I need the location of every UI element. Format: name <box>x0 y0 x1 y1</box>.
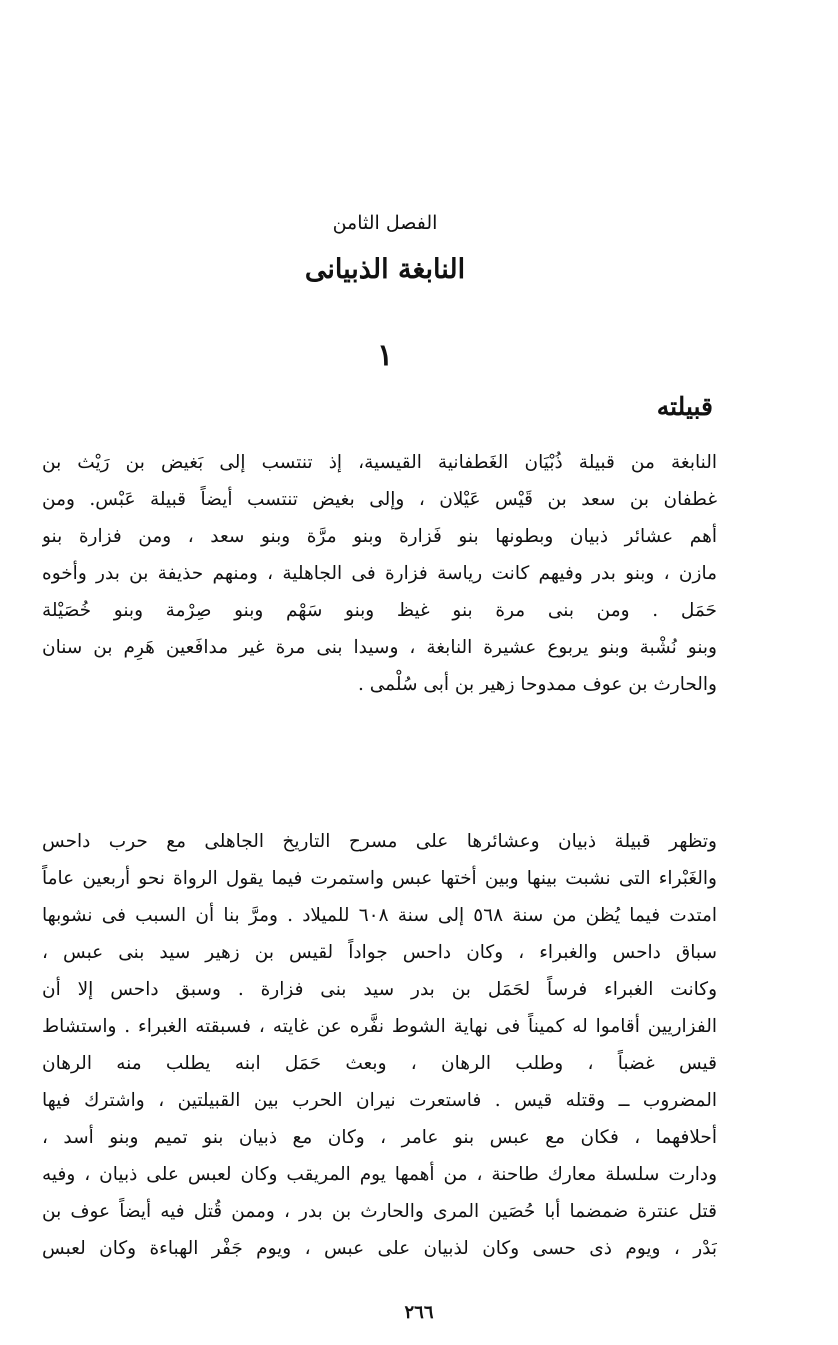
section-heading: قبيلته <box>656 392 713 421</box>
text-line: سباق داحس والغبراء ، وكان داحس جواداً لقيس بن زهير سيد بنى عبس ، <box>42 942 717 963</box>
text-line: قيس غضباً ، وطلب الرهان ، وبعث حَمَل ابنه يطلب منه الرهان <box>42 1053 717 1074</box>
text-line: المضروب ــ وقتله قيس . فاستعرت نيران الحرب بين القبيلتين ، واشترك فيها <box>42 1090 717 1111</box>
text-line: أهم عشائر ذبيان وبطونها بنو فَزارة وبنو مرَّة وبنو سعد ، ومن فزارة بنو <box>42 526 717 547</box>
section-number: ١ <box>376 338 394 373</box>
text-line: قتل عنترة ضمضما أبا حُصَين المرى والحارث بن بدر ، وممن قُتل فيه أيضاً عوف بن <box>42 1201 717 1222</box>
text-line: امتدت فيما يُظن من سنة ٥٦٨ إلى سنة ٦٠٨ للميلاد . ومرَّ بنا أن السبب فى نشوبها <box>42 905 717 926</box>
chapter-title: النابغة الذبيانى <box>304 254 466 285</box>
text-line: وبنو نُشْبة وبنو يربوع عشيرة النابغة ، وسيدا بنى مرة غير مدافَعين هَرِم بن سنان <box>42 637 717 658</box>
text-line: وكانت الغبراء فرساً لحَمَل بن بدر سيد بنى فزارة . وسبق داحس إلا أن <box>42 979 717 1000</box>
chapter-label: الفصل الثامن <box>332 212 438 234</box>
text-line: والغَبْراء التى نشبت بينها وبين أختها عبس واستمرت فيما يقول الرواة نحو أربعين عاماً <box>42 868 717 889</box>
text-line: وتظهر قبيلة ذبيان وعشائرها على مسرح التاريخ الجاهلى مع حرب داحس <box>42 831 717 852</box>
text-line: الفزاريين أقاموا له كميناً فى نهاية الشوط نفَّره عن غايته ، فسبقته الغبراء . واستشاط <box>42 1016 717 1037</box>
paragraph-war <box>42 823 717 1267</box>
text-line: حَمَل . ومن بنى مرة بنو غيظ وبنو سَهْم وبنو صِرْمة وبنو خُصَيْلة <box>42 600 717 621</box>
text-line: والحارث بن عوف ممدوحا زهير بن أبى سُلْمى . <box>357 674 717 695</box>
text-line: غطفان بن سعد بن قَيْس عَيْلان ، وإلى بغيض تنتسب أيضاً قبيلة عَبْس. ومن <box>42 489 717 510</box>
text-line: بَدْر ، ويوم ذى حسى وكان لذبيان على عبس ، ويوم جَفْر الهباءة وكان لعبس <box>42 1238 717 1259</box>
text-line: مازن ، وبنو بدر وفيهم كانت رياسة فزارة فى الجاهلية ، ومنهم حذيفة بن بدر وأخوه <box>42 563 717 584</box>
page-number: ٢٦٦ <box>404 1302 434 1323</box>
text-line: ودارت سلسلة معارك طاحنة ، من أهمها يوم المريقب وكان لعبس على ذبيان ، وفيه <box>42 1164 717 1185</box>
text-line: أحلافهما ، فكان مع عبس بنو عامر ، وكان مع ذبيان بنو تميم وبنو أسد ، <box>42 1127 717 1148</box>
text-line: النابغة من قبيلة ذُبْيَان الغَطفانية القيسية، إذ تنتسب إلى بَغيض بن رَيْث بن <box>42 452 717 473</box>
paragraph-tribe <box>42 444 717 703</box>
